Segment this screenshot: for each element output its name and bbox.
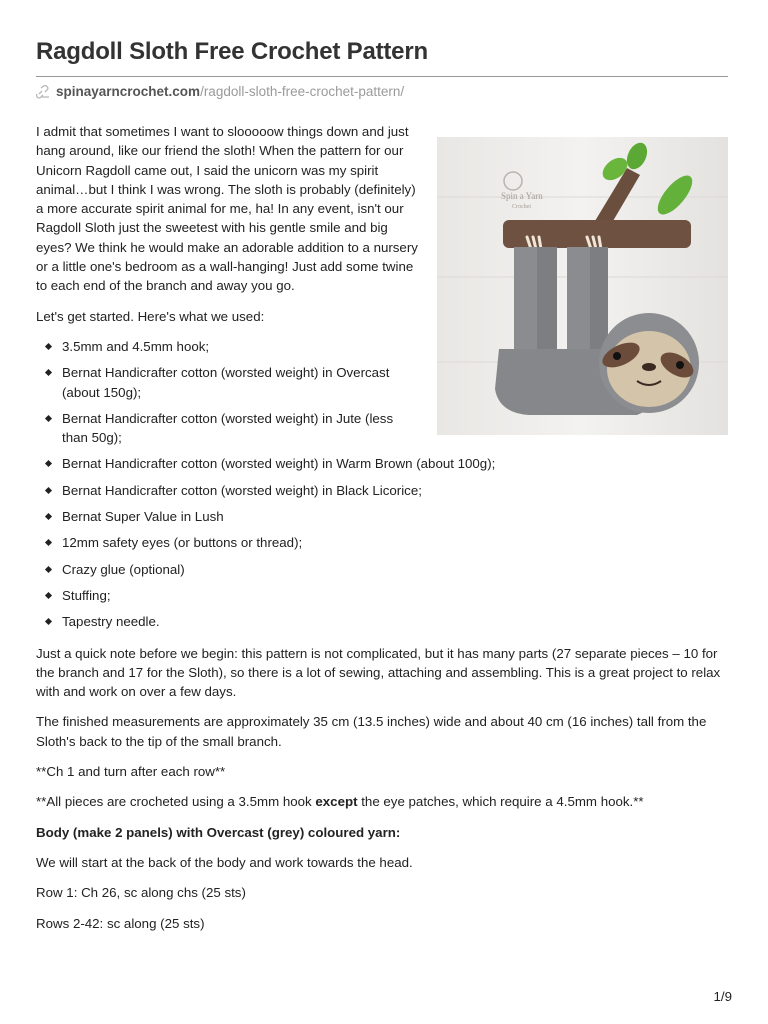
title-divider: [36, 76, 728, 77]
page-number: 1/9: [713, 989, 732, 1004]
bullet-icon: [45, 369, 52, 376]
intro-paragraph: I admit that sometimes I want to slooooow things down and just hang around, like our friend the sloth! When the pattern for our Unicorn Ragdoll came out, I said the unicorn was my spirit animal…but I think I was wrong. The sloth is probably (definitely) a more accurate spirit animal for me, ha! In any event, isn't our Ragdoll Sloth just the sweetest with his gentle smile and big eyes? We think he would make an adorable addition to a nursery or a little one's bedroom as a wall-hanging! Just add some twine to each end of the branch and away you go.: [36, 124, 418, 294]
lead-in-paragraph: Let's get started. Here's what we used:: [36, 308, 265, 324]
sloth-arm: [567, 247, 591, 359]
eye: [676, 361, 684, 369]
nose: [642, 363, 656, 371]
sloth-arm: [537, 247, 557, 359]
source-link[interactable]: [36, 84, 404, 99]
measurements-paragraph: The finished measurements are approximately 35 cm (13.5 inches) wide and about 40 cm (16 inches) tall from the Sloth's back to the tip of the small branch.: [36, 714, 707, 749]
bullet-icon: [45, 539, 52, 546]
section-intro: We will start at the back of the body and work towards the head.: [36, 854, 413, 870]
chain-note: **Ch 1 and turn after each row**: [36, 764, 226, 780]
list-item: Bernat Handicrafter cotton (worsted weight) in Jute (less than 50g);: [46, 409, 406, 448]
bullet-icon: [45, 343, 52, 350]
note-paragraph: Just a quick note before we begin: this pattern is not complicated, but it has many parts (27 separate pieces – 10 for the branch and 17 for the Sloth), so there is a lot of sewing, attaching and assembling. This is a great project to relax with and work on over a few days.: [36, 645, 721, 700]
main-branch: [503, 220, 691, 248]
list-item: Bernat Handicrafter cotton (worsted weight) in Overcast (about 150g);: [46, 363, 406, 402]
bullet-icon: [45, 513, 52, 520]
list-item: Stuffing;: [46, 586, 728, 605]
hook-note-emphasis: except: [315, 794, 358, 810]
row-instruction: Row 1: Ch 26, sc along chs (25 sts): [36, 885, 246, 901]
hook-note: **All pieces are crocheted using a 3.5mm hook except the eye patches, which require a 4.5mm hook.**: [36, 794, 644, 810]
bullet-icon: [45, 487, 52, 494]
bullet-icon: [45, 415, 52, 422]
watermark-subtext: Crochet: [512, 204, 531, 210]
row-instruction: Rows 2-42: sc along (25 sts): [36, 915, 205, 931]
list-item: Tapestry needle.: [46, 612, 728, 631]
list-item: Bernat Super Value in Lush: [46, 507, 728, 526]
bullet-icon: [45, 566, 52, 573]
link-icon: [36, 85, 50, 99]
bullet-icon: [45, 592, 52, 599]
source-path[interactable]: /ragdoll-sloth-free-crochet-pattern/: [200, 84, 405, 99]
list-item: Crazy glue (optional): [46, 560, 728, 579]
watermark-text: Spin a Yarn: [501, 191, 543, 201]
list-item: 12mm safety eyes (or buttons or thread);: [46, 533, 728, 552]
list-item: Bernat Handicrafter cotton (worsted weight) in Black Licorice;: [46, 481, 728, 500]
list-item: 3.5mm and 4.5mm hook;: [46, 337, 406, 356]
sloth-arm: [514, 247, 538, 359]
page-title: Ragdoll Sloth Free Crochet Pattern: [36, 38, 428, 65]
section-heading: Body (make 2 panels) with Overcast (grey) coloured yarn:: [36, 824, 401, 840]
list-item: Bernat Handicrafter cotton (worsted weight) in Warm Brown (about 100g);: [46, 454, 728, 473]
source-domain[interactable]: spinayarncrochet.com: [56, 84, 201, 99]
bullet-icon: [45, 460, 52, 467]
bullet-icon: [45, 618, 52, 625]
sloth-photo: [437, 137, 728, 435]
eye: [613, 352, 621, 360]
